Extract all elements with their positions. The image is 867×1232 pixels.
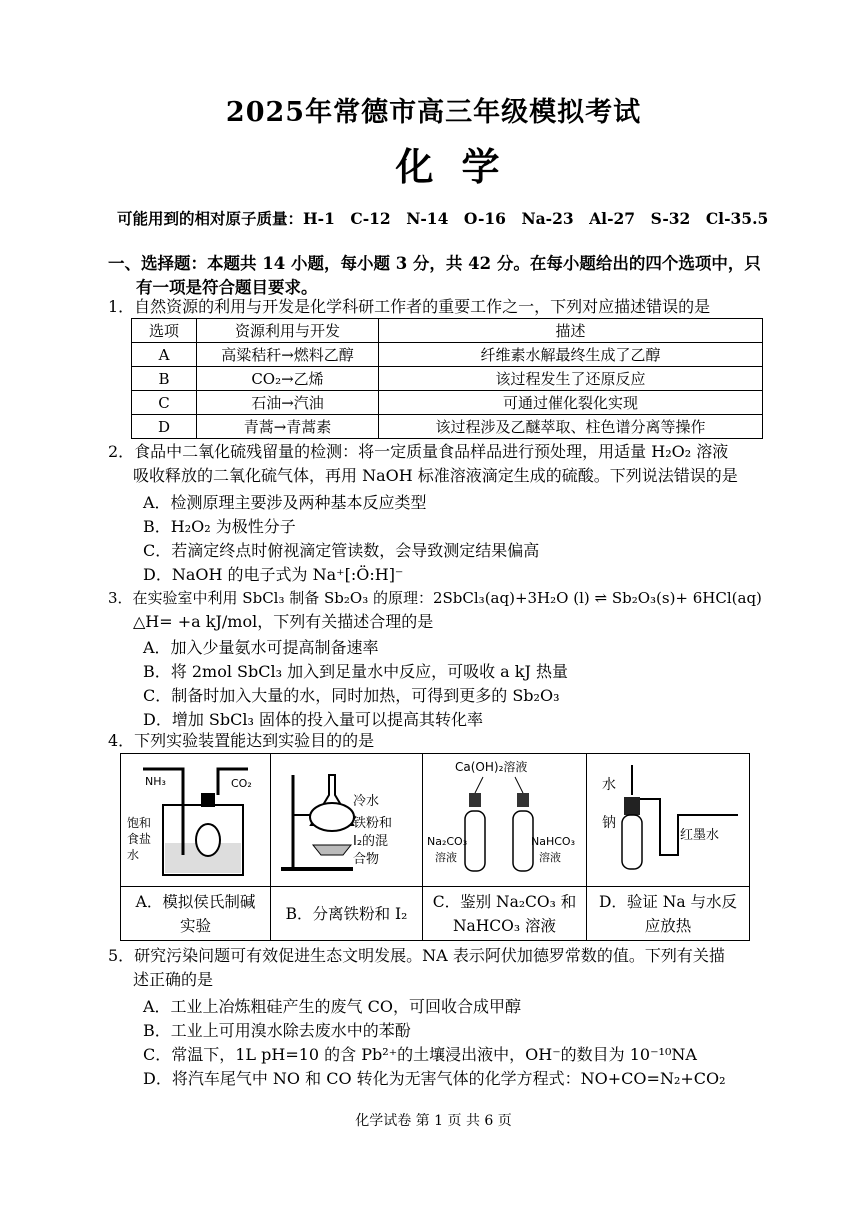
q3-option-b: B．将 2mol SbCl₃ 加入到足量水中反应，可吸收 a kJ 热量 [143,662,569,681]
table-row [132,391,763,415]
q2-option-b: B．H₂O₂ 为极性分子 [143,517,296,536]
q1-stem: 1．自然资源的利用与开发是化学科研工作者的重要工作之一，下列对应描述错误的是 [108,297,711,316]
table-cell: 高粱秸秆→燃料乙醇 [197,343,379,367]
apparatus-c-figure [425,755,585,881]
label-mix-3: 合物 [352,852,379,867]
table-cell: 该过程涉及乙醚萃取、柱色谱分离等操作 [379,415,763,439]
label-sodium: 钠 [602,815,616,831]
table-row [132,367,763,391]
table-cell: 青蒿→青蒿素 [197,415,379,439]
q4-stem: 4．下列实验装置能达到实验目的的是 [108,731,375,750]
q4-apparatus-table [120,753,750,941]
section-heading-cont: 有一项是符合题目要求。 [136,278,318,297]
table-cell: B [132,367,197,391]
q5-option-d: D．将汽车尾气中 NO 和 CO 转化为无害气体的化学方程式：NO+CO=N₂+CO₂ [143,1069,726,1088]
atomic-masses: 可能用到的相对原子质量：H-1 C-12 N-14 O-16 Na-23 Al-27 S-32 Cl-35.5 [117,209,769,228]
table-header-cell: 资源利用与开发 [197,319,379,343]
table-row [132,343,763,367]
caption-c: C．鉴别 Na₂CO₃ 和 NaHCO₃ 溶液 [423,887,587,941]
label-solution-left: 溶液 [434,851,457,864]
subject-title: 化学 [395,144,528,189]
label-cold-water: 冷水 [352,794,379,809]
q5-option-a: A．工业上冶炼粗硅产生的废气 CO，可回收合成甲醇 [143,997,522,1016]
caption-b: B．分离铁粉和 I₂ [271,887,423,941]
table-header-row [132,319,763,343]
q3-option-d: D．增加 SbCl₃ 固体的投入量可以提高其转化率 [143,710,483,729]
table-header-cell: 描述 [379,319,763,343]
caption-d: D．验证 Na 与水反 应放热 [587,887,750,941]
caption-a: A．模拟侯氏制碱 实验 [121,887,271,941]
label-nahco3: NaHCO₃ [530,835,575,848]
section-heading: 一、选择题：本题共 14 小题，每小题 3 分，共 42 分。在每小题给出的四个选项中，只 [108,254,761,273]
apparatus-a-cell [121,754,271,887]
q2-stem-line1: 2．食品中二氧化硫残留量的检测：将一定质量食品样品进行预处理，用适量 H₂O₂ 溶液 [108,442,729,461]
exam-title: 2025年常德市高三年级模拟考试 [225,97,642,128]
apparatus-c-cell [423,754,587,887]
label-co2: CO₂ [230,777,252,790]
label-mix-2: I₂的混 [352,834,388,849]
table-cell: 石油→汽油 [197,391,379,415]
q2-option-a: A．检测原理主要涉及两种基本反应类型 [143,493,427,512]
q3-stem-line1: 3．在实验室中利用 SbCl₃ 制备 Sb₂O₃ 的原理：2SbCl₃(aq)+3H₂O (l) ⇌ Sb₂O₃(s)+ 6HCl(aq) [108,589,762,607]
table-header-cell: 选项 [132,319,197,343]
q3-stem-line2: △H= +a kJ/mol，下列有关描述合理的是 [133,612,434,631]
label-nh3: NH₃ [144,775,166,788]
q1-table [131,318,763,439]
apparatus-b-figure [273,755,421,881]
q3-option-c: C．制备时加入大量的水，同时加热，可得到更多的 Sb₂O₃ [143,686,560,705]
q5-stem-line1: 5．研究污染问题可有效促进生态文明发展。NA 表示阿伏加德罗常数的值。下列有关描 [108,946,725,965]
q5-stem-line2: 述正确的是 [133,970,214,989]
table-cell: 该过程发生了还原反应 [379,367,763,391]
label-na2co3: Na₂CO₃ [426,835,467,848]
apparatus-a-figure [123,755,269,881]
table-cell: D [132,415,197,439]
q5-option-c: C．常温下，1L pH=10 的含 Pb²⁺的土壤浸出液中，OH⁻的数目为 10⁻¹⁰NA [143,1045,697,1064]
label-salt: 食盐 [126,832,151,846]
table-cell: CO₂→乙烯 [197,367,379,391]
q2-stem-line2: 吸收释放的二氧化硫气体，再用 NaOH 标准溶液滴定生成的硫酸。下列说法错误的是 [133,466,738,485]
table-cell: C [132,391,197,415]
q5-option-b: B．工业上可用溴水除去废水中的苯酚 [143,1021,411,1040]
apparatus-d-cell [587,754,750,887]
label-saturated: 饱和 [126,816,151,830]
table-cell: 纤维素水解最终生成了乙醇 [379,343,763,367]
q2-option-d: D．NaOH 的电子式为 Na⁺[:Ö:H]⁻ [143,565,404,584]
q3-option-a: A．加入少量氨水可提高制备速率 [143,638,379,657]
label-mix-1: 铁粉和 [352,816,392,831]
label-water-d: 水 [602,777,616,793]
label-solution-right: 溶液 [538,851,561,864]
apparatus-d-figure [588,755,748,881]
label-water: 水 [126,848,139,862]
q2-option-c: C．若滴定终点时俯视滴定管读数，会导致测定结果偏高 [143,541,540,560]
table-cell: 可通过催化裂化实现 [379,391,763,415]
page-footer: 化学试卷 第 1 页 共 6 页 [355,1113,512,1129]
label-red-ink: 红墨水 [680,828,720,843]
label-caoh2: Ca(OH)₂溶液 [454,760,527,774]
apparatus-caption-row [121,887,750,941]
table-cell: A [132,343,197,367]
apparatus-figure-row [121,754,750,887]
table-row [132,415,763,439]
apparatus-b-cell [271,754,423,887]
